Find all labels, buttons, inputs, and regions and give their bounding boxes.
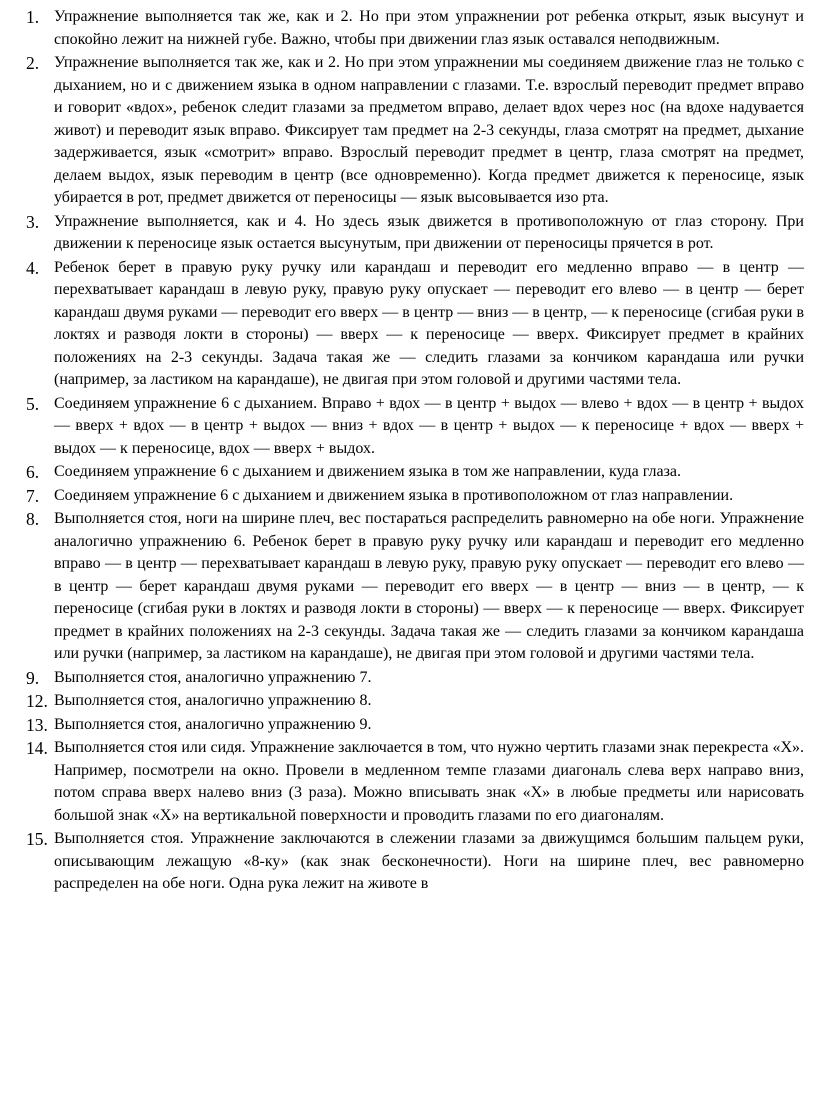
item-number: 14.	[26, 738, 48, 758]
item-number: 6.	[26, 462, 40, 482]
item-text: Выполняется стоя. Упражнение заключаются в слежении глазами за движущимся большим пальцем руки, описывающим лежащую «8-ку» (как знак бесконечности). Ноги на ширине плеч, вес равномерно распределен на обе ноги. Одна рука лежит на животе в	[54, 830, 804, 892]
item-number: 9.	[26, 667, 40, 688]
document-page	[26, 6, 804, 897]
list-item	[26, 737, 804, 827]
item-number: 1.	[26, 7, 40, 27]
item-text: Ребенок берет в правую руку ручку или карандаш и переводит его медленно вправо — в центр — перехватывает карандаш в левую руку, правую руку опускает — переводит его влево — в центр — берет карандаш двумя руками — переводит его вверх — в центр — вниз — в центр, — к переносице (сгибая руки в локтях и разводя локти в стороны) — вверх — к переносице — вверх. Фиксирует предмет в крайних положениях на 2-3 секунды. Задача такая же — следить глазами за кончиком карандаша или ручки (например, за ластиком на карандаше), не двигая при этом головой и другими частями тела.	[54, 258, 804, 388]
item-number: 15.	[26, 829, 48, 849]
item-text: Выполняется стоя, аналогично упражнению 8.	[54, 692, 372, 709]
item-number: 12.	[26, 691, 48, 711]
list-item	[26, 461, 804, 484]
list-item	[26, 485, 804, 508]
item-number: 8.	[26, 509, 40, 529]
item-text: Выполняется стоя, аналогично упражнению 9.	[54, 715, 372, 733]
item-text: Упражнение выполняется так же, как и 2. Но при этом упражнении рот ребенка открыт, язык высунут и спокойно лежит на нижней губе. Важно, чтобы при движении глаз язык оставался неподвижным.	[54, 8, 804, 48]
item-text: Упражнение выполняется так же, как и 2. Но при этом упражнении мы соединяем движение глаз не только с дыханием, но и с движением языка в одном направлении с глазами. Т.е. взрослый переводит предмет вправо и говорит «вдох», ребенок следит глазами за предметом вправо, делает вдох через нос (на вдохе надувается живот) и переводит язык вправо. Фиксирует там предмет на 2-3 секунды, глаза смотрят на предмет, дыхание задерживается, язык «смотрит» вправо. Взрослый переводит предмет в центр, глаза смотрят на предмет, делаем выдох, язык переводим в центр (все одновременно). Когда предмет движется к переносице, язык убирается в рот, предмет движется от переносицы — язык высовывается изо рта.	[54, 54, 804, 206]
list-item	[26, 667, 804, 690]
item-text: Выполняется стоя или сидя. Упражнение заключается в том, что нужно чертить глазами знак перекреста «Х». Например, посмотрели на окно. Провели в медленном темпе глазами диагональ слева верх направо вниз, потом справа вверх налево вниз (3 раза). Можно вписывать знак «Х» в любые предметы или нарисовать большой знак «Х» на вертикальной поверхности и проводить глазами по его диагоналям.	[54, 739, 805, 824]
list-item	[26, 828, 804, 896]
item-number: 2.	[26, 53, 40, 73]
item-number: 5.	[26, 393, 40, 414]
exercise-list	[26, 6, 804, 896]
item-number: 13.	[26, 714, 48, 735]
item-text: Выполняется стоя, ноги на ширине плеч, вес постараться распределить равномерно на обе ноги. Упражнение аналогично упражнению 6. Ребенок берет в правую руку ручку или карандаш и переводит его медленно вправо — в центр — перехватывает карандаш в левую руку, правую руку опускает — переводит его влево — в центр — берет карандаш двумя руками — переводит его вверх — в центр — вниз — в центр, — к переносице (сгибая руки в локтях и разводя локти в стороны) — вверх — к переносице — вверх. Фиксирует предмет в крайних положениях на 2-3 секунды. Задача такая же — следить глазами за кончиком карандаша или ручки (например, за ластиком на карандаше), не двигая при этом головой и другими частями тела.	[54, 510, 804, 662]
item-number: 7.	[26, 485, 40, 506]
list-item	[26, 508, 804, 666]
item-text: Соединяем упражнение 6 с дыханием. Вправо + вдох — в центр + выдох — влево + вдох — в центр + выдох — вверх + вдох — в центр + выдох — вниз + вдох — в центр + выдох — к переносице + вдох — вверх + выдох — к переносице, вдох — вверх + выдох.	[54, 394, 804, 457]
list-item	[26, 211, 804, 256]
item-text: Упражнение выполняется, как и 4. Но здесь язык движется в противоположную от глаз сторону. При движении к переносице язык остается высунутым, при движении от переносицы прячется в рот.	[54, 212, 804, 252]
list-item	[26, 257, 804, 392]
list-item	[26, 393, 804, 461]
item-number: 3.	[26, 211, 40, 232]
list-item	[26, 714, 804, 737]
item-text: Соединяем упражнение 6 с дыханием и движением языка в том же направлении, куда глаза.	[54, 463, 682, 480]
item-number: 4.	[26, 257, 40, 278]
list-item	[26, 52, 804, 210]
item-text: Выполняется стоя, аналогично упражнению 7.	[54, 668, 372, 686]
list-item	[26, 6, 804, 51]
list-item	[26, 690, 804, 713]
item-text: Соединяем упражнение 6 с дыханием и движением языка в противоположном от глаз направлении.	[54, 486, 734, 504]
